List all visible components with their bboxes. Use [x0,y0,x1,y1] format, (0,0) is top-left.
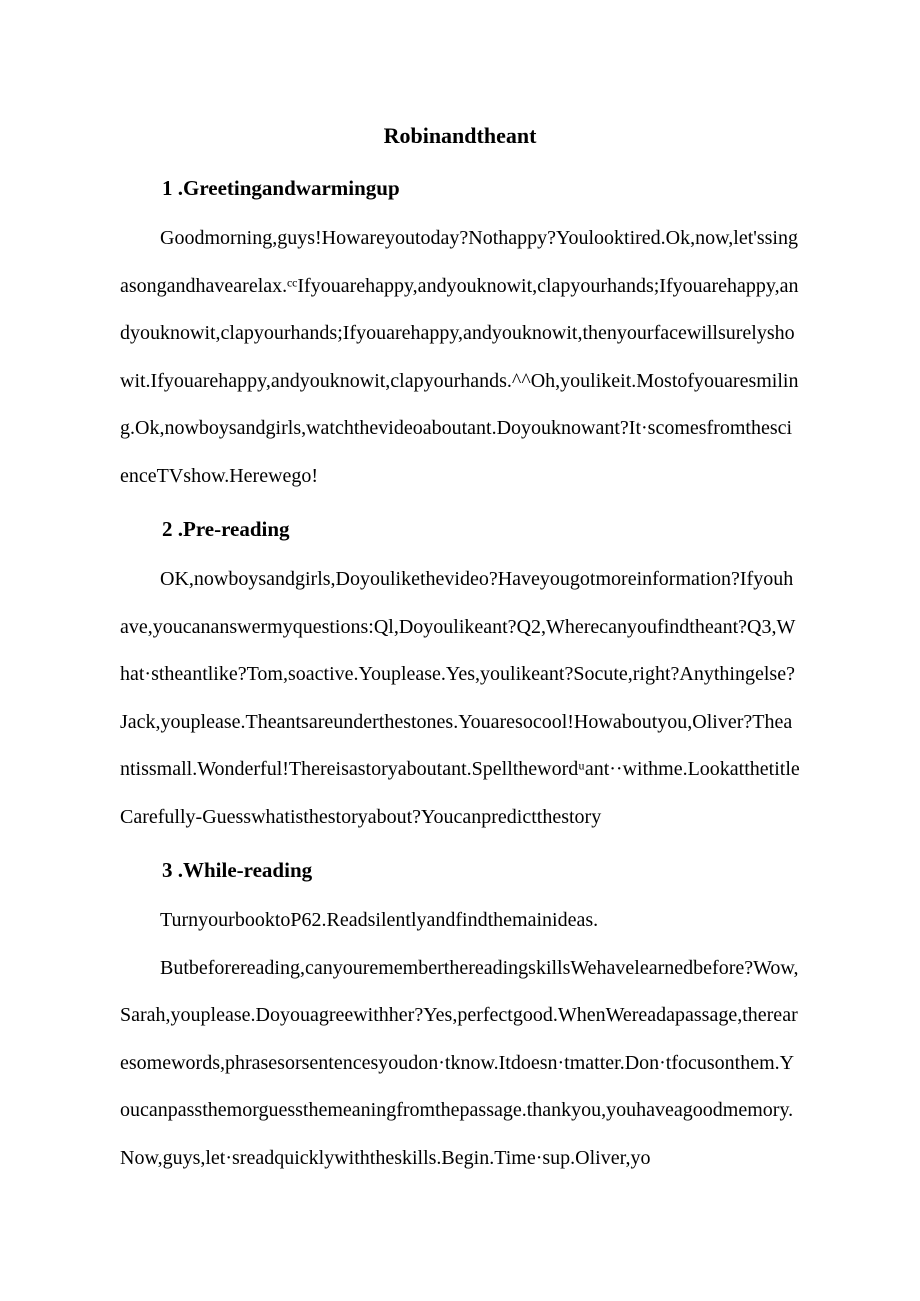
section-heading-pre-reading: 2 .Pre-reading [162,517,290,541]
paragraph-while-reading-skills: Butbeforereading,canyourememberthereadingskillsWehavelearnedbefore?Wow,Sarah,youplease.Doyouagreewithher?Yes,perfectgood.WhenWereadapassage,therearesomewords,phrasesorsentencesyoudon·tknow.Itdoesn·tmatter.Don·tfocusonthem.Youcanpassthemorguessthemeaningfromthepassage.thankyou,youhaveagoodmemory.Now,guys,let·sreadquicklywiththeskills.Begin.Time·sup.Oliver,yo [120,956,799,1169]
paragraph-pre-reading: OK,nowboysandgirls,Doyoulikethevideo?Haveyougotmoreinformation?Ifyouhave,youcananswermyquestions:Ql,Doyoulikeant?Q2,Wherecanyoufindtheant?Q3,What·stheantlike?Tom,soactive.Youplease.Yes,youlikeant?Socute,right?Anythingelse?Jack,youplease.Theantsareunderthestones.Youaresocool!Howaboutyou,Oliver?Theantissmall.Wonderful!Thereisastoryaboutant.Spellthewordᵘant··withme.LookatthetitleCarefully-Guesswhatisthestoryabout?Youcanpredictthestory [120,568,800,828]
paragraph-while-reading-intro: TurnyourbooktoP62.Readsilentlyandfindthemainideas. [160,909,599,931]
section-heading-greeting-warming-up: 1 .Greetingandwarmingup [162,176,400,200]
paragraph-greeting-warming-up: Goodmorning,guys!Howareyoutoday?Nothappy?Youlooktired.Ok,now,let'ssingasongandhavearelax.ᶜᶜIfyouarehappy,andyouknowit,clapyourhands;Ifyouarehappy,andyouknowit,clapyourhands;Ifyouarehappy,andyouknowit,thenyourfacewillsurelyshowit.Ifyouarehappy,andyouknowit,clapyourhands.^^Oh,youlikeit.Mostofyouaresmiling.Ok,nowboysandgirls,watchthevideoaboutant.Doyouknowant?It·scomesfromthescienceTVshow.Herewego! [120,227,799,487]
section-heading-while-reading: 3 .While-reading [162,858,313,882]
document-title: Robinandtheant [383,123,537,148]
